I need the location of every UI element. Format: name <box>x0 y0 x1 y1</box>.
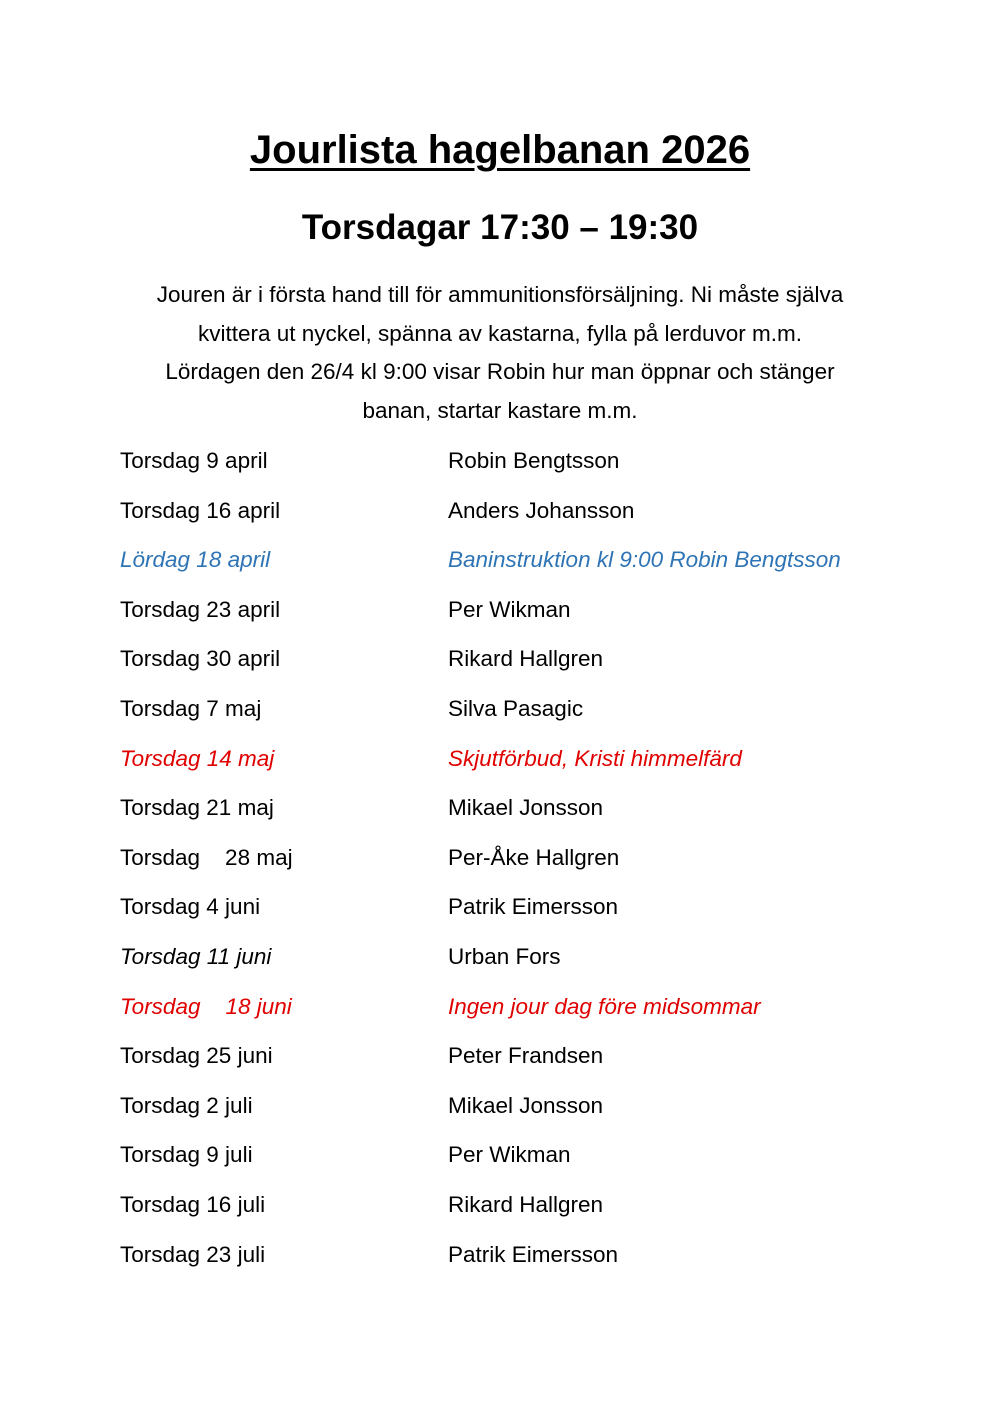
schedule-date: Torsdag 4 juni <box>120 894 261 920</box>
schedule-row <box>120 888 920 938</box>
schedule-date: Torsdag 9 juli <box>120 1142 253 1168</box>
schedule-person: Silva Pasagic <box>448 695 584 721</box>
intro-paragraph <box>100 276 900 430</box>
schedule-date: Torsdag 11 juni <box>120 943 272 969</box>
schedule-row-closed <box>120 988 920 1038</box>
schedule-person: Peter Frandsen <box>448 1043 604 1069</box>
schedule-date: Torsdag 28 maj <box>120 844 293 870</box>
schedule-row <box>120 839 920 889</box>
schedule-row <box>120 640 920 690</box>
schedule-row <box>120 1136 920 1186</box>
schedule-date: Torsdag 14 maj <box>120 745 275 771</box>
schedule-date: Torsdag 7 maj <box>120 695 262 721</box>
schedule-person: Rikard Hallgren <box>448 1191 604 1217</box>
schedule-row-closed <box>120 740 920 790</box>
intro-line: Lördagen den 26/4 kl 9:00 visar Robin hur man öppnar och stänger <box>165 359 835 384</box>
schedule-person: Per-Åke Hallgren <box>448 844 620 870</box>
schedule-note: Baninstruktion kl 9:00 Robin Bengtsson <box>448 547 841 573</box>
schedule-person: Per Wikman <box>448 1142 571 1168</box>
schedule-person: Patrik Eimersson <box>448 894 619 920</box>
schedule-row <box>120 591 920 641</box>
schedule-note: Skjutförbud, Kristi himmelfärd <box>448 745 742 771</box>
intro-line: kvittera ut nyckel, spänna av kastarna, fylla på lerduvor m.m. <box>197 320 803 346</box>
schedule-date: Torsdag 2 juli <box>120 1092 253 1118</box>
schedule-date: Torsdag 25 juni <box>120 1043 273 1069</box>
schedule-row-instruction <box>120 541 920 591</box>
schedule-date: Lördag 18 april <box>120 547 271 573</box>
schedule-person: Mikael Jonsson <box>448 795 604 821</box>
page-title <box>0 122 1000 178</box>
schedule-row <box>120 938 920 988</box>
schedule-date: Torsdag 18 juni <box>120 993 292 1019</box>
page-title-text: Jourlista hagelbanan 2026 <box>249 128 751 172</box>
schedule-date: Torsdag 23 april <box>120 596 281 622</box>
schedule-note: Ingen jour dag före midsommar <box>448 993 761 1019</box>
schedule-person: Anders Johansson <box>448 497 635 523</box>
schedule-row <box>120 690 920 740</box>
schedule-row <box>120 1236 920 1286</box>
schedule-date: Torsdag 30 april <box>120 646 281 672</box>
schedule-person: Mikael Jonsson <box>448 1092 604 1118</box>
schedule-row <box>120 442 920 492</box>
schedule-person: Per Wikman <box>448 596 571 622</box>
schedule-person: Robin Bengtsson <box>448 448 620 473</box>
intro-line: Jouren är i första hand till för ammunitionsförsäljning. Ni måste själva <box>156 282 844 307</box>
intro-line: banan, startar kastare m.m. <box>362 397 638 423</box>
schedule-row <box>120 1087 920 1137</box>
schedule-person: Patrik Eimersson <box>448 1241 619 1267</box>
schedule-date: Torsdag 9 april <box>120 448 268 473</box>
duty-schedule <box>120 442 920 1285</box>
schedule-date: Torsdag 16 juli <box>120 1191 266 1217</box>
schedule-person: Rikard Hallgren <box>448 646 604 672</box>
schedule-row <box>120 1186 920 1236</box>
schedule-date: Torsdag 23 juli <box>120 1241 266 1267</box>
schedule-row <box>120 1037 920 1087</box>
schedule-person: Urban Fors <box>448 943 561 969</box>
schedule-date: Torsdag 16 april <box>120 497 281 523</box>
schedule-row <box>120 492 920 542</box>
schedule-date: Torsdag 21 maj <box>120 795 274 821</box>
schedule-row <box>120 789 920 839</box>
page-subtitle: Torsdagar 17:30 – 19:30 <box>301 208 699 247</box>
